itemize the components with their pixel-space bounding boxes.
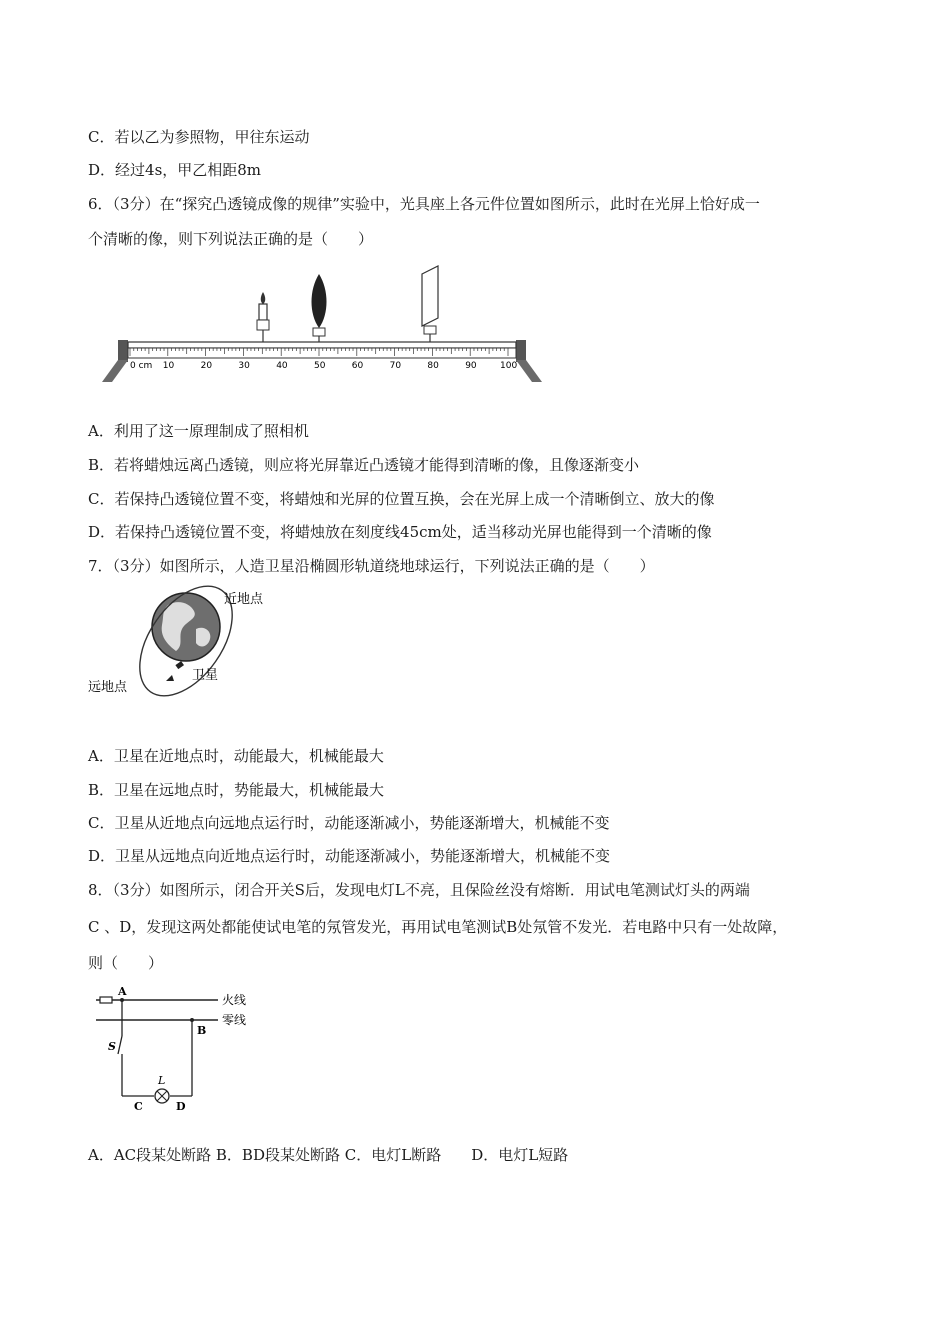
label-c: C <box>134 1100 143 1110</box>
q6-option-d: D．若保持凸透镜位置不变，将蜡烛放在刻度线45cm处，适当移动光屏也能得到一个清晰的像 <box>88 523 712 541</box>
scale-unit-label: 0 cm <box>130 361 153 371</box>
satellite-label: 卫星 <box>192 668 219 683</box>
bench-leg-right <box>516 360 542 382</box>
q6-option-b: B．若将蜡烛远离凸透镜，则应将光屏靠近凸透镜才能得到清晰的像，且像逐渐变小 <box>88 456 640 474</box>
q8-stem-line2: C 、D，发现这两处都能使试电笔的氖管发光，再用试电笔测试B处氖管不发光．若电路中只有一处故障， <box>88 918 788 936</box>
label-s: S <box>108 1040 116 1053</box>
q8-stem-line3: 则（ ） <box>88 954 164 972</box>
scale-tick-label: 30 <box>238 361 250 371</box>
satellite-icon <box>166 661 184 681</box>
option-d-prev: D．经过4s，甲乙相距8m <box>88 161 262 179</box>
perigee-label: 近地点 <box>224 592 264 607</box>
q7-option-a: A．卫星在近地点时，动能最大，机械能最大 <box>88 747 384 765</box>
scale-tick-label: 70 <box>389 361 402 371</box>
label-b: B <box>197 1024 207 1037</box>
node-b <box>190 1018 194 1022</box>
q8-options: A．AC段某处断路 B．BD段某处断路 C．电灯L断路 D．电灯L短路 <box>88 1146 569 1164</box>
convex-lens-icon <box>312 274 327 342</box>
satellite-orbit-figure <box>88 585 288 703</box>
scale-tick-label: 10 <box>162 361 175 371</box>
q7-option-c: C．卫星从近地点向远地点运行时，动能逐渐减小，势能逐渐增大，机械能不变 <box>88 814 610 832</box>
scale-tick-label: 50 <box>314 361 326 371</box>
label-d: D <box>176 1100 186 1110</box>
live-wire-label: 火线 <box>222 993 247 1007</box>
scale-tick-label: 100 <box>500 361 518 371</box>
label-a: A <box>118 985 127 998</box>
bench-end-right <box>516 340 526 362</box>
earth-icon <box>152 593 220 661</box>
circuit-figure <box>88 982 288 1110</box>
bench-leg-left <box>102 360 128 382</box>
scale-tick-label: 20 <box>200 361 213 371</box>
apogee-label: 远地点 <box>88 680 128 695</box>
bench-rail <box>128 342 516 348</box>
scale-tick-label: 60 <box>351 361 364 371</box>
candle-icon <box>257 292 269 342</box>
q7-stem: 7．（3分）如图所示，人造卫星沿椭圆形轨道绕地球运行，下列说法正确的是（ ） <box>88 557 655 575</box>
option-c-prev: C．若以乙为参照物，甲往东运动 <box>88 128 310 146</box>
scale-tick-label: 90 <box>465 361 477 371</box>
neutral-wire-label: 零线 <box>222 1013 247 1027</box>
scale-tick-label: 40 <box>276 361 288 371</box>
fuse-icon <box>100 997 112 1003</box>
q8-stem-line1: 8．（3分）如图所示，闭合开关S后，发现电灯L不亮，且保险丝没有熔断．用试电笔测试灯头的两端 <box>88 881 750 899</box>
scale-tick-label: 80 <box>427 361 439 371</box>
bench-scale <box>128 348 516 358</box>
q6-option-a: A．利用了这一原理制成了照相机 <box>88 422 309 440</box>
optical-bench-figure <box>90 262 572 392</box>
q7-option-b: B．卫星在远地点时，势能最大，机械能最大 <box>88 781 385 799</box>
q7-option-d: D．卫星从远地点向近地点运行时，动能逐渐减小，势能逐渐增大，机械能不变 <box>88 847 611 865</box>
q6-stem-line1: 6．（3分）在“探究凸透镜成像的规律”实验中，光具座上各元件位置如图所示，此时在光屏上恰好成一 <box>88 195 760 213</box>
light-screen-icon <box>422 266 438 342</box>
label-l: L <box>158 1074 166 1087</box>
node-a <box>120 998 124 1002</box>
q6-stem-line2: 个清晰的像，则下列说法正确的是（ ） <box>88 230 374 248</box>
q6-option-c: C．若保持凸透镜位置不变，将蜡烛和光屏的位置互换，会在光屏上成一个清晰倒立、放大的像 <box>88 490 715 508</box>
bench-end-left <box>118 340 128 362</box>
switch-s-icon <box>118 1036 122 1054</box>
